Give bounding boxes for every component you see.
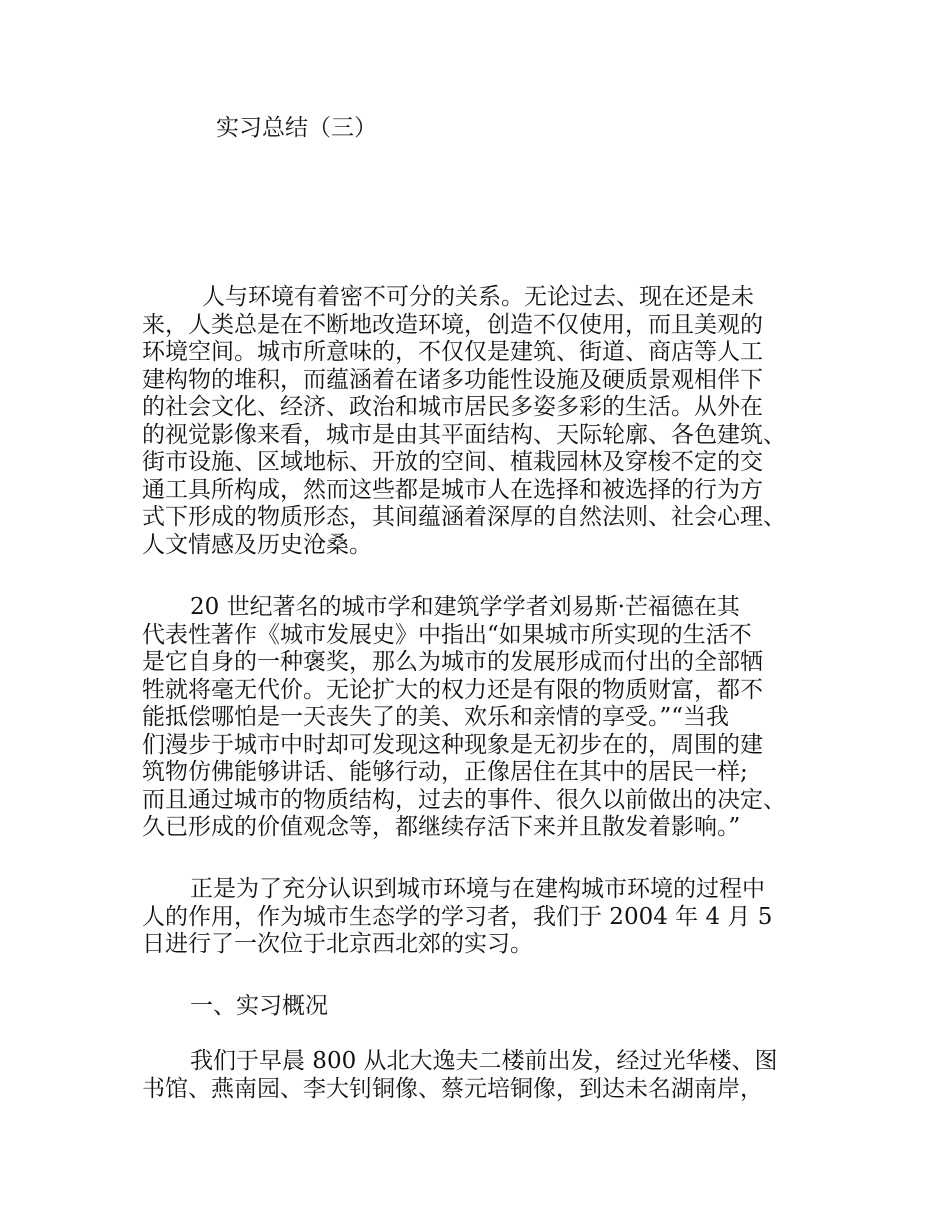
- document-title: 实习总结（三）: [216, 115, 377, 141]
- section-heading: 一、实习概况: [190, 993, 328, 1019]
- paragraph-1: [142, 284, 832, 559]
- paragraph-line: 我们于早晨 800 从北大逸夫二楼前出发，经过光华楼、图: [190, 1048, 778, 1074]
- paragraph-line: 式下形成的物质形态，其间蕴涵着深厚的自然法则、社会心理、: [142, 504, 786, 530]
- paragraph-2: [142, 594, 832, 842]
- paragraph-line: 20 世纪著名的城市学和建筑学学者刘易斯·芒福德在其: [190, 594, 740, 620]
- paragraph-line: 人的作用，作为城市生态学的学习者，我们于 2004 年 4 月 5: [142, 903, 773, 930]
- paragraph-line: 街市设施、区域地标、开放的空间、植栽园林及穿梭不定的交: [142, 449, 763, 475]
- paragraph-line: 来，人类总是在不断地改造环境，创造不仅使用，而且美观的: [142, 311, 763, 338]
- paragraph-line: 日进行了一次位于北京西北郊的实习。: [142, 931, 533, 957]
- paragraph-line: 久已形成的价值观念等，都继续存活下来并且散发着影响。”: [142, 814, 741, 840]
- paragraph-line: 筑物仿佛能够讲话、能够行动，正像居住在其中的居民一样;: [142, 759, 748, 785]
- paragraph-line: 正是为了充分认识到城市环境与在建构城市环境的过程中: [190, 876, 765, 902]
- paragraph-line: 人与环境有着密不可分的关系。无论过去、现在还是未: [202, 284, 754, 310]
- paragraph-line: 的社会文化、经济、政治和城市居民多姿多彩的生活。从外在: [142, 394, 763, 420]
- paragraph-line: 人文情感及历史沧桑。: [142, 531, 372, 558]
- paragraph-line: 是它自身的一种褒奖，那么为城市的发展形成而付出的全部牺: [142, 649, 763, 675]
- paragraph-line: 的视觉影像来看，城市是由其平面结构、天际轮廓、各色建筑、: [142, 421, 786, 448]
- paragraph-line: 代表性著作《城市发展史》中指出“如果城市所实现的生活不: [142, 621, 752, 648]
- paragraph-line: 建构物的堆积，而蕴涵着在诸多功能性设施及硬质景观相伴下: [142, 366, 763, 393]
- paragraph-line: 通工具所构成，然而这些都是城市人在选择和被选择的行为方: [142, 476, 763, 503]
- paragraph-line: 们漫步于城市中时却可发现这种现象是无初步在的，周围的建: [142, 731, 763, 758]
- paragraph-line: 牲就将毫无代价。无论扩大的权力还是有限的物质财富，都不: [142, 676, 763, 703]
- paragraph-line: 能抵偿哪怕是一天丧失了的美、欢乐和亲情的享受。”“当我: [142, 704, 730, 730]
- paragraph-4: [142, 1048, 832, 1103]
- paragraph-3: [142, 876, 832, 959]
- paragraph-line: 环境空间。城市所意味的，不仅仅是建筑、街道、商店等人工: [142, 339, 763, 365]
- paragraph-line: 书馆、燕南园、李大钊铜像、蔡元培铜像，到达未名湖南岸，: [142, 1075, 763, 1102]
- paragraph-line: 而且通过城市的物质结构，过去的事件、很久以前做出的决定、: [142, 786, 786, 813]
